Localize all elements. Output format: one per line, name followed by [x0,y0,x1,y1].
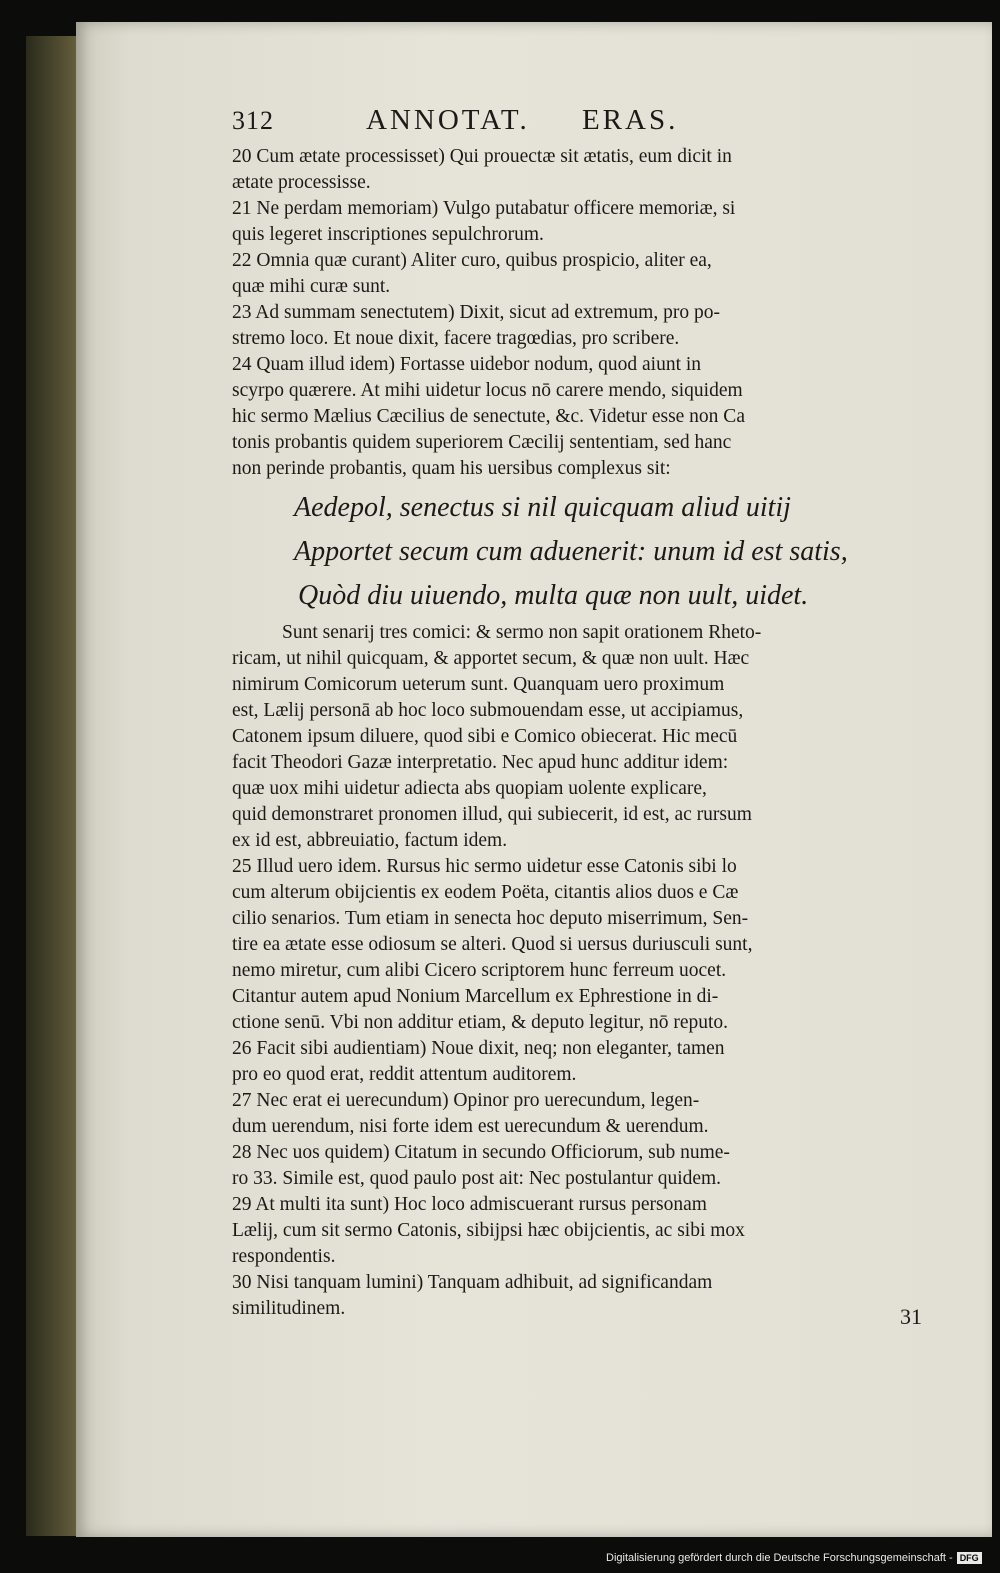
text-line: hic sermo Mælius Cæcilius de senectute, &c. Videtur esse non Ca [232,406,745,427]
text-line: 22 Omnia quæ curant) Aliter curo, quibus prospicio, aliter ea, [232,250,712,271]
text-line: stremo loco. Et noue dixit, facere tragœdias, pro scribere. [232,328,680,349]
text-line: 24 Quam illud idem) Fortasse uidebor nodum, quod aiunt in [232,354,702,375]
running-head [232,104,932,144]
text-line: tonis probantis quidem superiorem Cæcilij sententiam, sed hanc [232,432,732,453]
text-line: 27 Nec erat ei uerecundum) Opinor pro uerecundum, legen- [232,1090,700,1111]
text-line: 30 Nisi tanquam lumini) Tanquam adhibuit, ad significandam [232,1272,713,1293]
text-line: cilio senarios. Tum etiam in senecta hoc deputo miserrimum, Sen- [232,908,749,929]
text-line: similitudinem. [232,1298,346,1319]
text-line: Catonem ipsum diluere, quod sibi e Comico obiecerat. Hic mecū [232,726,738,747]
page-text [232,104,932,1322]
verse-line: Aedepol, senectus si nil quicquam aliud uitij [294,492,791,523]
text-line: ætate processisse. [232,172,371,193]
page-number: 312 [232,106,274,135]
text-line: Sunt senarij tres comici: & sermo non sapit orationem Rheto- [282,622,762,643]
text-line: scyrpo quærere. At mihi uidetur locus nō carere mendo, siquidem [232,380,743,401]
verse-line: Apportet secum cum aduenerit: unum id est satis, [294,536,848,567]
text-line: 20 Cum ætate processisset) Qui prouectæ sit ætatis, eum dicit in [232,146,732,167]
text-line: 26 Facit sibi audientiam) Noue dixit, neq; non eleganter, tamen [232,1038,725,1059]
text-line: nimirum Comicorum ueterum sunt. Quanquam uero proximum [232,674,725,695]
running-title: ANNOTAT. ERAS. [366,104,679,136]
annotations-block-2 [232,620,932,1322]
text-line: 29 At multi ita sunt) Hoc loco admiscuerant rursus personam [232,1194,707,1215]
text-line: nemo miretur, cum alibi Cicero scriptorem hunc ferreum uocet. [232,960,727,981]
text-line: ex id est, abbreuiatio, factum idem. [232,830,508,851]
text-line: facit Theodori Gazæ interpretatio. Nec apud hunc additur idem: [232,752,729,773]
text-line: ricam, ut nihil quicquam, & apportet secum, & quæ non uult. Hæc [232,648,750,669]
text-line: 23 Ad summam senectutem) Dixit, sicut ad extremum, pro po- [232,302,720,323]
text-line: quis legeret inscriptiones sepulchrorum. [232,224,544,245]
text-line: quæ mihi curæ sunt. [232,276,391,297]
verse-line: Quòd diu uiuendo, multa quæ non uult, uidet. [298,580,809,611]
text-line: non perinde probantis, quam his uersibus complexus sit: [232,458,671,479]
text-line: ro 33. Simile est, quod paulo post ait: Nec postulantur quidem. [232,1168,722,1189]
text-line: pro eo quod erat, reddit attentum auditorem. [232,1064,577,1085]
text-line: respondentis. [232,1246,336,1267]
text-line: quæ uox mihi uidetur adiecta abs quopiam uolente explicare, [232,778,707,799]
text-line: 21 Ne perdam memoriam) Vulgo putabatur officere memoriæ, si [232,198,736,219]
verse-block [232,486,932,618]
annotations-block-1 [232,144,932,482]
digitization-credit [606,1552,982,1564]
catchword: 31 [900,1304,922,1329]
text-line: ctione senū. Vbi non additur etiam, & deputo legitur, nō reputo. [232,1012,729,1033]
dfg-logo: DFG [957,1552,982,1564]
text-line: Lælij, cum sit sermo Catonis, sibijpsi hæc obijcientis, ac sibi mox [232,1220,745,1241]
text-line: quid demonstraret pronomen illud, qui subiecerit, id est, ac rursum [232,804,752,825]
text-line: cum alterum obijcientis ex eodem Poëta, citantis alios duos e Cæ [232,882,739,903]
credit-text: Digitalisierung gefördert durch die Deutsche Forschungsgemeinschaft - [606,1552,953,1564]
text-line: dum uerendum, nisi forte idem est uerecundum & uerendum. [232,1116,709,1137]
text-line: 28 Nec uos quidem) Citatum in secundo Officiorum, sub nume- [232,1142,730,1163]
text-line: Citantur autem apud Nonium Marcellum ex Ephrestione in di- [232,986,719,1007]
text-line: est, Lælij personā ab hoc loco submouendam esse, ut accipiamus, [232,700,744,721]
text-line: tire ea ætate esse odiosum se alteri. Quod si uersus duriusculi sunt, [232,934,753,955]
text-line: 25 Illud uero idem. Rursus hic sermo uidetur esse Catonis sibi lo [232,856,737,877]
